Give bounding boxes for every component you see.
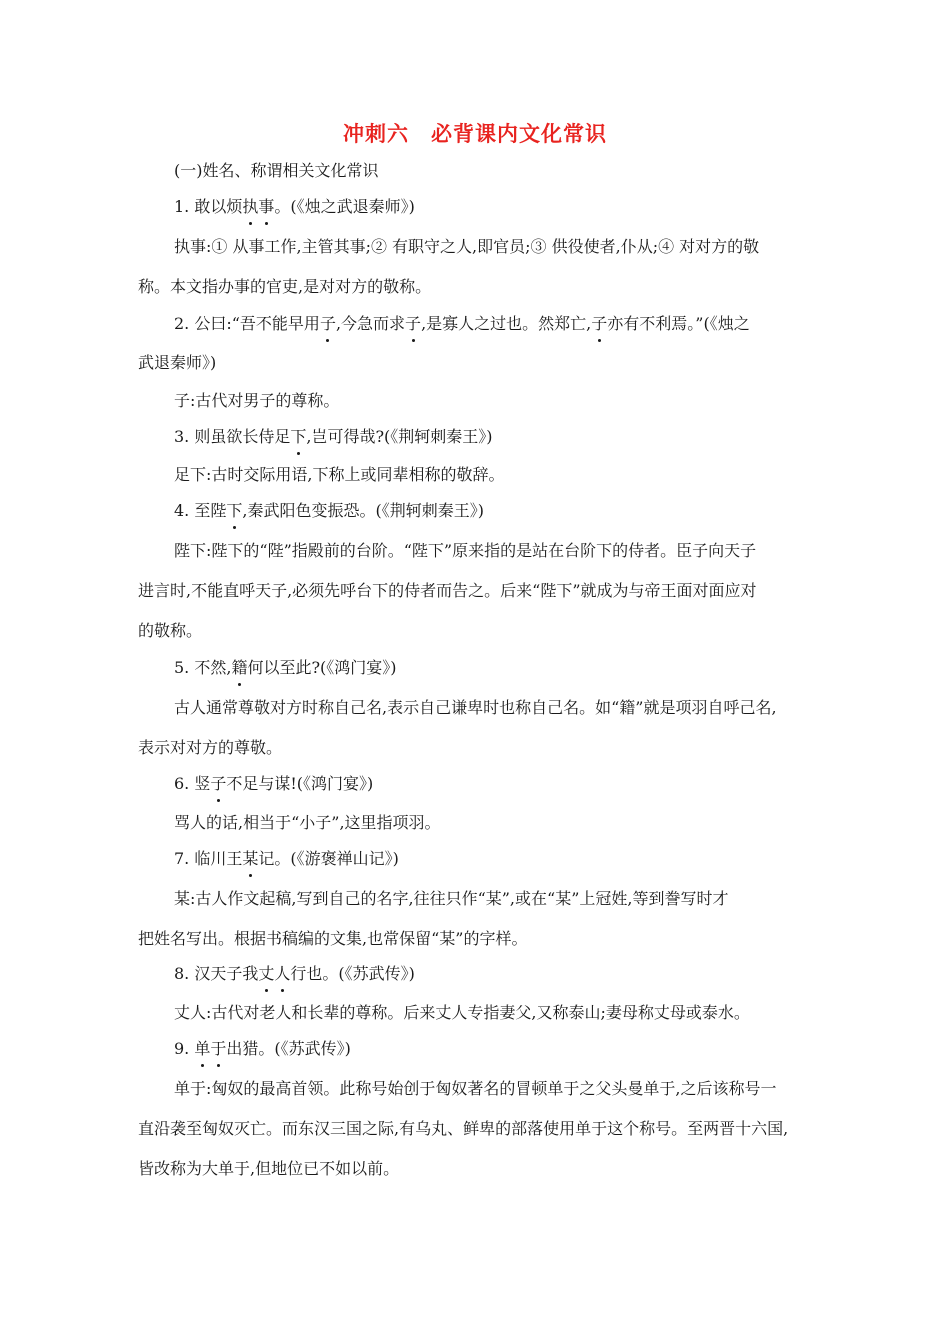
- item-9-question: 9. 单于出猎。(《苏武传》): [174, 1039, 351, 1058]
- item-7-explanation: 把姓名写出。根据书稿编的文集,也常保留“某”的字样。: [138, 929, 528, 948]
- item-1-explanation: 执事:① 从事工作,主管其事;② 有职守之人,即官员;③ 供役使者,仆从;④ 对对方的敬: [174, 237, 760, 256]
- item-5-question: 5. 不然,籍何以至此?(《鸿门宴》): [174, 658, 397, 677]
- item-9-explanation: 单于:匈奴的最高首领。此称号始创于匈奴著名的冒顿单于之父头曼单于,之后该称号一: [174, 1079, 777, 1098]
- item-3-question: 3. 则虽欲长侍足下,岂可得哉?(《荆轲刺秦王》): [174, 427, 493, 446]
- item-4-question: 4. 至陛下,秦武阳色变振恐。(《荆轲刺秦王》): [174, 501, 484, 520]
- item-1-explanation: 称。本文指办事的官吏,是对对方的敬称。: [138, 277, 432, 296]
- item-7-question: 7. 临川王某记。(《游褒禅山记》): [174, 849, 399, 868]
- item-5-explanation: 表示对对方的尊敬。: [138, 738, 283, 757]
- section-heading: (一)姓名、称谓相关文化常识: [174, 161, 379, 180]
- item-6-question: 6. 竖子不足与谋!(《鸿门宴》): [174, 774, 374, 793]
- item-1-question: 1. 敢以烦执事。(《烛之武退秦师》): [174, 197, 415, 216]
- item-6-explanation: 骂人的话,相当于“小子”,这里指项羽。: [174, 813, 441, 832]
- item-7-explanation: 某:古人作文起稿,写到自己的名字,往往只作“某”,或在“某”上冠姓,等到誊写时才: [174, 889, 729, 908]
- item-9-explanation: 皆改称为大单于,但地位已不如以前。: [138, 1159, 400, 1178]
- item-9-explanation: 直沿袭至匈奴灭亡。而东汉三国之际,有乌丸、鲜卑的部落使用单于这个称号。至两晋十六国,: [138, 1119, 789, 1138]
- item-4-explanation: 的敬称。: [138, 621, 203, 640]
- item-8-explanation: 丈人:古代对老人和长辈的尊称。后来丈人专指妻父,又称泰山;妻母称丈母或泰水。: [174, 1003, 750, 1022]
- item-2-explanation: 子:古代对男子的尊称。: [174, 391, 340, 410]
- item-2-question: 武退秦师》): [138, 353, 217, 372]
- item-4-explanation: 陛下:陛下的“陛”指殿前的台阶。“陛下”原来指的是站在台阶下的侍者。臣子向天子: [174, 541, 757, 560]
- item-2-question: 2. 公曰:“吾不能早用子,今急而求子,是寡人之过也。然郑亡,子亦有不利焉。”(《烛之: [174, 314, 750, 333]
- item-4-explanation: 进言时,不能直呼天子,必须先呼台下的侍者而告之。后来“陛下”就成为与帝王面对面应对: [138, 581, 757, 600]
- page-title: 冲刺六 必背课内文化常识: [343, 122, 607, 146]
- item-3-explanation: 足下:古时交际用语,下称上或同辈相称的敬辞。: [174, 465, 505, 484]
- item-8-question: 8. 汉天子我丈人行也。(《苏武传》): [174, 964, 415, 983]
- item-5-explanation: 古人通常尊敬对方时称自己名,表示自己谦卑时也称自己名。如“籍”就是项羽自呼己名,: [174, 698, 777, 717]
